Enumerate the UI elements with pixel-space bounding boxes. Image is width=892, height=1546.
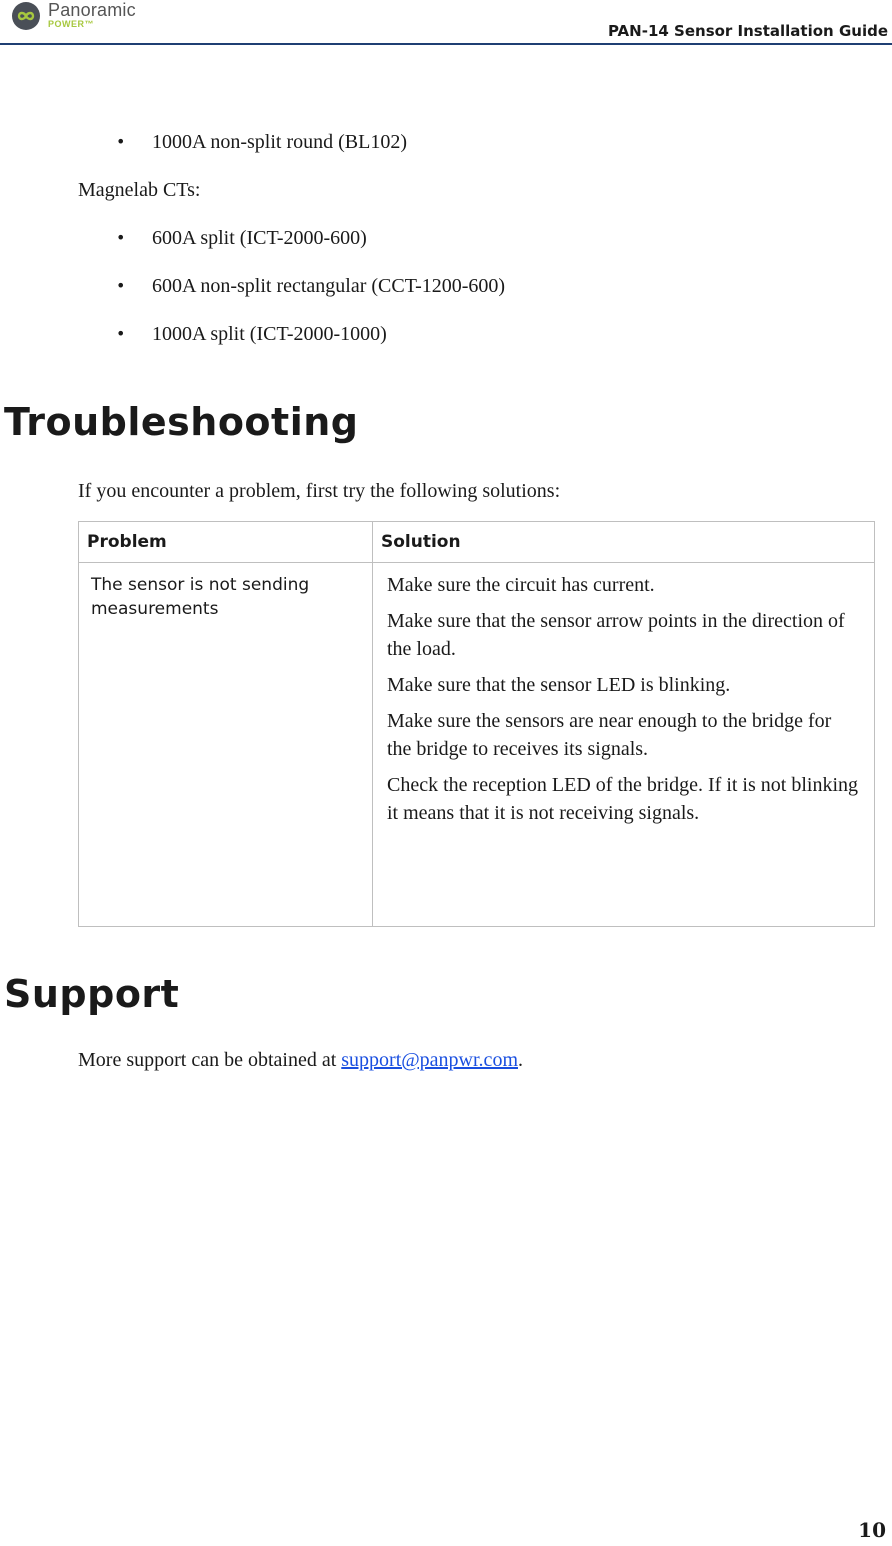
column-header-solution: Solution — [373, 522, 875, 563]
troubleshooting-table — [78, 521, 875, 927]
solution-item: Make sure the sensors are near enough to the bridge for the bridge to receives its signals. — [387, 710, 832, 760]
magnelab-label: Magnelab CTs: — [78, 179, 201, 201]
solution-cell — [373, 563, 875, 927]
solution-item: Check the reception LED of the bridge. If it is not blinking it means that it is not receiving signals. — [387, 774, 858, 824]
logo-subword: POWER™ — [48, 19, 95, 29]
solution-item: Make sure that the sensor LED is blinking. — [387, 674, 731, 696]
header-divider — [0, 43, 892, 45]
bullet-icon: • — [116, 132, 126, 151]
support-paragraph: More support can be obtained at support@panpwr.com. — [78, 1049, 523, 1071]
infinity-logo-icon — [11, 1, 41, 31]
page-header — [0, 0, 892, 46]
document-title: PAN-14 Sensor Installation Guide — [607, 22, 888, 40]
troubleshooting-heading: Troubleshooting — [4, 400, 359, 444]
support-heading: Support — [4, 972, 180, 1016]
logo-wordmark: Panoramic — [48, 0, 136, 20]
troubleshooting-intro: If you encounter a problem, first try the following solutions: — [78, 480, 561, 502]
bullet-icon: • — [116, 276, 126, 295]
bullet-icon: • — [116, 228, 126, 247]
support-email-link[interactable]: support@panpwr.com — [341, 1049, 518, 1071]
panoramic-power-logo — [8, 0, 148, 34]
solution-item: Make sure the circuit has current. — [387, 574, 655, 596]
page-number: 10 — [858, 1518, 886, 1542]
problem-cell: The sensor is not sending measurements — [79, 563, 373, 927]
table-row — [79, 563, 875, 927]
table-header-row — [79, 522, 875, 563]
column-header-problem: Problem — [79, 522, 373, 563]
solution-item: Make sure that the sensor arrow points in the direction of the load. — [387, 610, 845, 660]
bullet-icon: • — [116, 324, 126, 343]
